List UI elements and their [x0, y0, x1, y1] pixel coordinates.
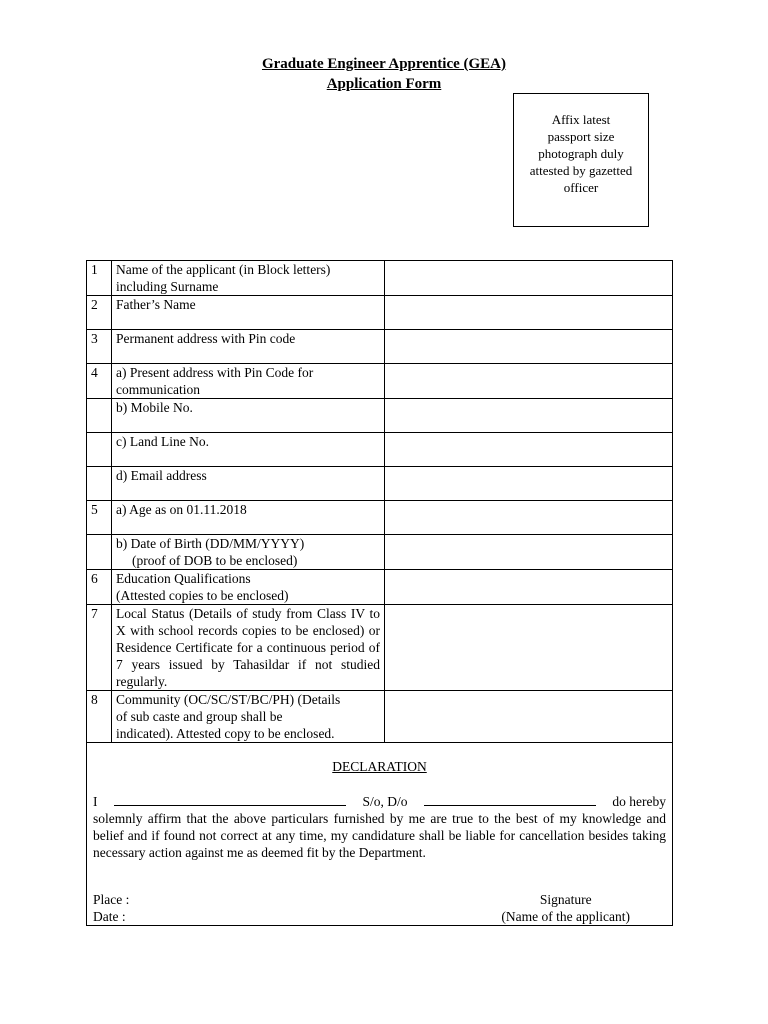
signature-label: Signature	[539, 892, 592, 907]
declaration-body: solemnly affirm that the above particulars furnished by me are true to the best of my knowledge and belief and if found not correct at any time, my candidature shall be liable for cancellation besides taking necessary action against me as deemed fit by the Department.	[93, 811, 666, 860]
row-label-line: b) Mobile No.	[116, 400, 193, 415]
row-label-line: d) Email address	[116, 468, 207, 483]
row-number: 3	[87, 330, 112, 364]
declaration-relation: S/o, D/o	[362, 794, 408, 809]
table-row	[87, 433, 673, 467]
declaration-do-hereby: do hereby	[612, 794, 666, 809]
answer-field-permanent-address[interactable]	[385, 330, 673, 364]
row-number: 5	[87, 501, 112, 535]
row-label	[112, 433, 385, 467]
row-number: 8	[87, 691, 112, 743]
table-row	[87, 330, 673, 364]
declaration-cell	[87, 743, 673, 926]
row-label-line: indicated). Attested copy to be enclosed.	[116, 726, 335, 741]
photo-box-line: officer	[563, 180, 599, 195]
photo-box-line: passport size	[547, 129, 615, 144]
row-label	[112, 535, 385, 570]
photo-box-line: attested by gazetted	[529, 163, 633, 178]
table-row	[87, 261, 673, 296]
row-label	[112, 501, 385, 535]
row-number	[87, 535, 112, 570]
row-label-line: b) Date of Birth (DD/MM/YYYY)	[116, 536, 305, 551]
answer-field-mobile[interactable]	[385, 399, 673, 433]
row-number: 2	[87, 296, 112, 330]
answer-field-father-name[interactable]	[385, 296, 673, 330]
declaration-text	[93, 792, 666, 861]
table-row	[87, 570, 673, 605]
row-label-line: Community (OC/SC/ST/BC/PH) (Details	[116, 692, 341, 707]
table-row	[87, 364, 673, 399]
row-label-line: communication	[116, 382, 200, 397]
row-label-line: a) Age as on 01.11.2018	[116, 502, 247, 517]
row-label-line: Local Status (Details of study from Class IV to X with school records copies to be enclosed) or Residence Certificate for a continuous period of 7 years issued by Tahasildar if not studied regularly.	[116, 606, 380, 689]
table-row	[87, 691, 673, 743]
form-title: Graduate Engineer Apprentice (GEA)	[261, 56, 507, 72]
row-label-line: Father’s Name	[116, 297, 196, 312]
row-label-line: (proof of DOB to be enclosed)	[132, 553, 298, 568]
row-label-line: (Attested copies to be enclosed)	[116, 588, 289, 603]
declaration-intro: I	[93, 794, 98, 809]
row-label	[112, 330, 385, 364]
table-row	[87, 399, 673, 433]
table-row	[87, 605, 673, 691]
answer-field-age[interactable]	[385, 501, 673, 535]
answer-field-local-status[interactable]	[385, 605, 673, 691]
row-label	[112, 261, 385, 296]
row-label-line: of sub caste and group shall be	[116, 709, 283, 724]
answer-field-education[interactable]	[385, 570, 673, 605]
row-label-line: Permanent address with Pin code	[116, 331, 296, 346]
form-subtitle: Application Form	[326, 76, 442, 92]
table-row	[87, 467, 673, 501]
row-label	[112, 296, 385, 330]
answer-field-name[interactable]	[385, 261, 673, 296]
place-label: Place :	[93, 892, 130, 907]
row-number	[87, 433, 112, 467]
row-label-line: including Surname	[116, 279, 219, 294]
row-label	[112, 691, 385, 743]
row-label-line: Education Qualifications	[116, 571, 251, 586]
table-row	[87, 535, 673, 570]
row-label-line: Name of the applicant (in Block letters)	[116, 262, 331, 277]
row-number: 6	[87, 570, 112, 605]
table-row	[87, 296, 673, 330]
row-label	[112, 605, 385, 691]
row-number	[87, 467, 112, 501]
answer-field-landline[interactable]	[385, 433, 673, 467]
applicant-name-blank[interactable]	[114, 792, 346, 806]
photo-placeholder-box	[513, 93, 649, 227]
row-label	[112, 467, 385, 501]
row-number: 1	[87, 261, 112, 296]
photo-box-line: photograph duly	[538, 146, 624, 161]
signature-sub-label: (Name of the applicant)	[501, 909, 630, 924]
answer-field-present-address[interactable]	[385, 364, 673, 399]
photo-box-line: Affix latest	[551, 112, 611, 127]
application-table	[86, 260, 673, 926]
row-label	[112, 399, 385, 433]
table-row	[87, 501, 673, 535]
answer-field-email[interactable]	[385, 467, 673, 501]
declaration-row	[87, 743, 673, 926]
date-label: Date :	[93, 909, 126, 924]
row-number: 4	[87, 364, 112, 399]
place-date-block	[93, 891, 129, 925]
signature-block	[501, 891, 630, 925]
row-number	[87, 399, 112, 433]
row-number: 7	[87, 605, 112, 691]
row-label	[112, 364, 385, 399]
declaration-title: DECLARATION	[332, 759, 427, 774]
row-label-line: c) Land Line No.	[116, 434, 209, 449]
row-label-line: a) Present address with Pin Code for	[116, 365, 314, 380]
row-label	[112, 570, 385, 605]
parent-name-blank[interactable]	[424, 792, 596, 806]
answer-field-community[interactable]	[385, 691, 673, 743]
answer-field-dob[interactable]	[385, 535, 673, 570]
